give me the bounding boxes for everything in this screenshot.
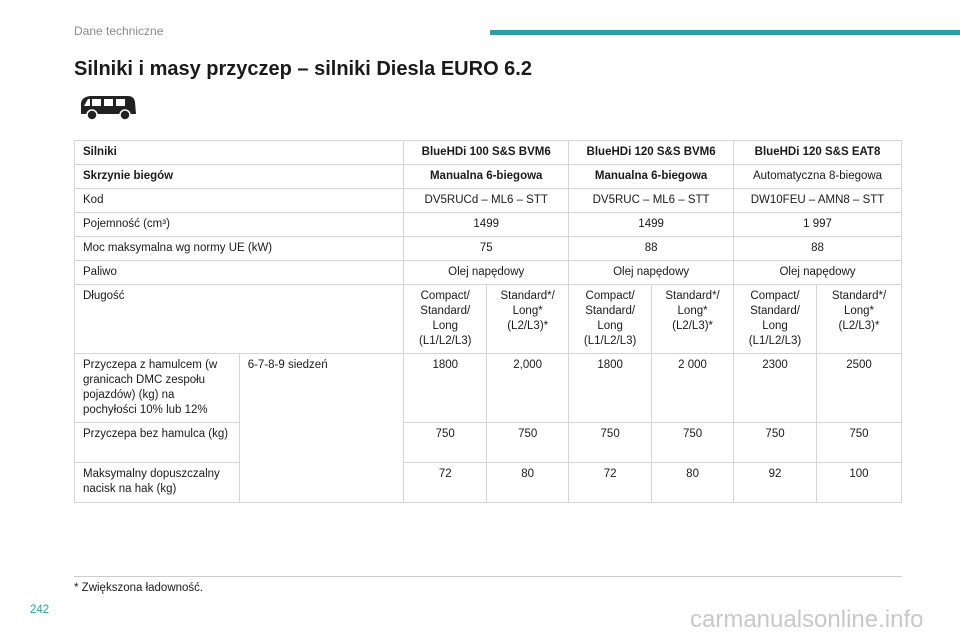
table-cell: Compact/ Standard/ Long (L1/L2/L3): [734, 285, 817, 354]
table-cell: Standard*/ Long* (L2/L3)*: [652, 285, 734, 354]
table-cell: 750: [734, 423, 817, 463]
table-cell: Paliwo: [75, 261, 404, 285]
engine-spec-table: [74, 140, 902, 503]
table-cell: Standard*/ Long* (L2/L3)*: [487, 285, 569, 354]
table-cell: 1 997: [734, 213, 902, 237]
table-cell: Silniki: [75, 141, 404, 165]
table-cell: DV5RUC – ML6 – STT: [569, 189, 734, 213]
table-cell: 88: [734, 237, 902, 261]
table-cell: Skrzynie biegów: [75, 165, 404, 189]
table-cell: Automatyczna 8-biegowa: [734, 165, 902, 189]
table-cell: Kod: [75, 189, 404, 213]
table-cell: Pojemność (cm³): [75, 213, 404, 237]
table-cell: Olej napędowy: [569, 261, 734, 285]
table-cell: 2300: [734, 354, 817, 423]
table-cell: 2 000: [652, 354, 734, 423]
table-cell: 1499: [404, 213, 569, 237]
table-cell-seats: 6-7-8-9 siedzeń: [239, 354, 404, 503]
watermark: carmanualsonline.info: [690, 606, 924, 633]
table-cell: 750: [487, 423, 569, 463]
table-row-unbraked: [75, 423, 902, 463]
table-cell: Moc maksymalna wg normy UE (kW): [75, 237, 404, 261]
section-header: Dane techniczne: [74, 24, 164, 38]
table-row-length: [75, 285, 902, 354]
table-cell: 92: [734, 463, 817, 503]
table-cell: 80: [487, 463, 569, 503]
footnote-divider: [74, 576, 902, 577]
van-icon: [78, 92, 138, 122]
table-cell: Compact/ Standard/ Long (L1/L2/L3): [404, 285, 487, 354]
table-cell: DV5RUCd – ML6 – STT: [404, 189, 569, 213]
table-row-hitch: [75, 463, 902, 503]
table-cell: Długość: [75, 285, 404, 354]
table-cell: 72: [569, 463, 652, 503]
table-row-code: [75, 189, 902, 213]
footnote: * Zwiększona ładowność.: [74, 582, 204, 594]
table-cell: BlueHDi 100 S&S BVM6: [404, 141, 569, 165]
table-cell: 750: [816, 423, 901, 463]
table-cell: 80: [652, 463, 734, 503]
header-accent-bar: [490, 30, 960, 35]
table-cell: DW10FEU – AMN8 – STT: [734, 189, 902, 213]
table-cell: Manualna 6-biegowa: [404, 165, 569, 189]
table-cell: Przyczepa bez hamulca (kg): [75, 423, 240, 463]
table-cell: Przyczepa z hamulcem (w granicach DMC zespołu pojazdów) (kg) na pochyłości 10% lub 12%: [75, 354, 240, 423]
table-cell: 750: [569, 423, 652, 463]
table-cell: Manualna 6-biegowa: [569, 165, 734, 189]
table-cell: 1800: [404, 354, 487, 423]
table-cell: BlueHDi 120 S&S BVM6: [569, 141, 734, 165]
page-number: 242: [30, 604, 50, 616]
table-cell: 75: [404, 237, 569, 261]
table-cell: 100: [816, 463, 901, 503]
table-cell: Maksymalny dopuszczalny nacisk na hak (kg): [75, 463, 240, 503]
table-row-capacity: [75, 213, 902, 237]
table-row-power: [75, 237, 902, 261]
table-cell: Olej napędowy: [734, 261, 902, 285]
page-title: Silniki i masy przyczep – silniki Diesla EURO 6.2: [74, 58, 532, 80]
table-row-head: [75, 141, 902, 165]
table-row-braked: [75, 354, 902, 423]
table-cell: 2500: [816, 354, 901, 423]
table-row-fuel: [75, 261, 902, 285]
table-cell: 2,000: [487, 354, 569, 423]
table-cell: 1499: [569, 213, 734, 237]
table-cell: 1800: [569, 354, 652, 423]
table-cell: Compact/ Standard/ Long (L1/L2/L3): [569, 285, 652, 354]
table-cell: 88: [569, 237, 734, 261]
table-cell: 750: [652, 423, 734, 463]
table-cell: Olej napędowy: [404, 261, 569, 285]
table-cell: BlueHDi 120 S&S EAT8: [734, 141, 902, 165]
table-cell: 750: [404, 423, 487, 463]
table-row-gearbox: [75, 165, 902, 189]
table-cell: 72: [404, 463, 487, 503]
table-cell: Standard*/ Long* (L2/L3)*: [816, 285, 901, 354]
